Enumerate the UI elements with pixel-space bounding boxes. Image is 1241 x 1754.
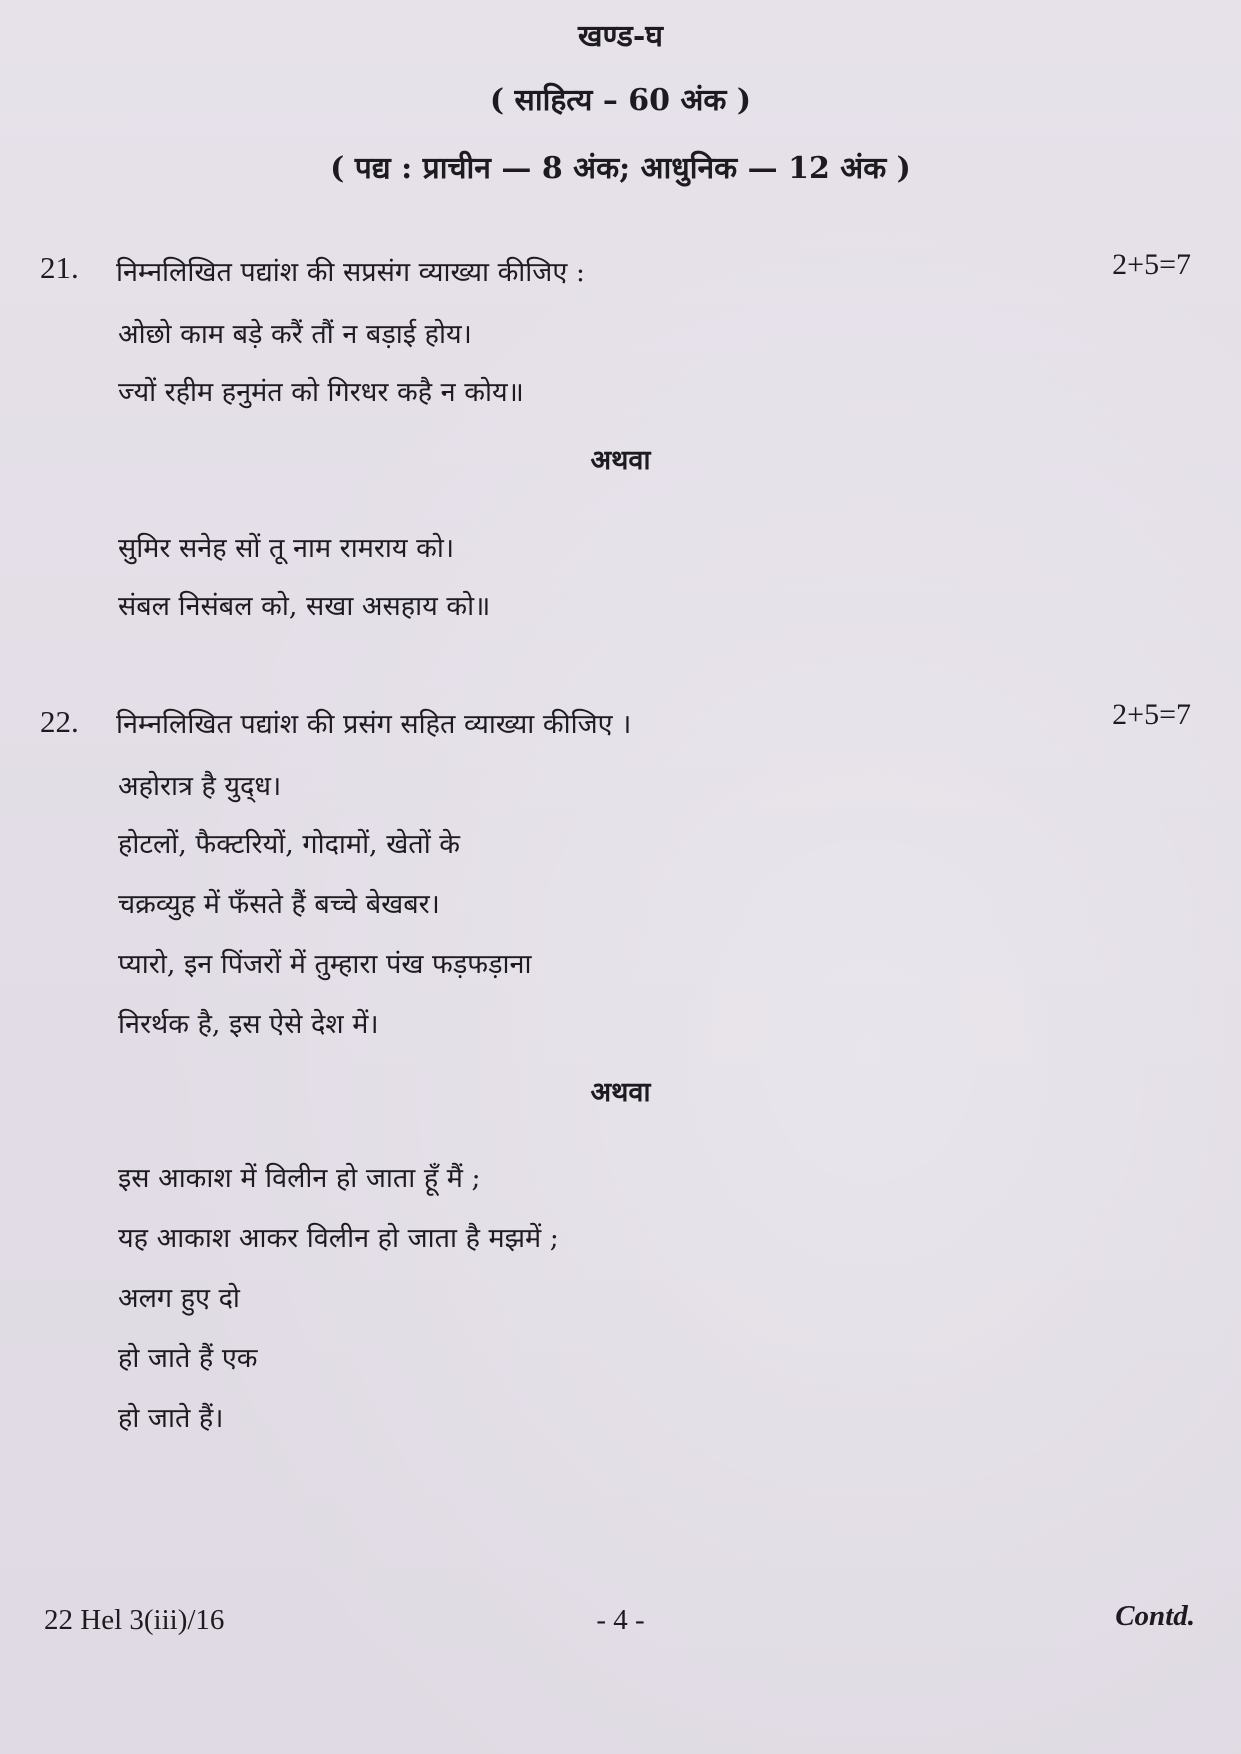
question-marks: 2+5=7: [1112, 248, 1191, 281]
paper-code: 22 Hel 3(iii)/16: [44, 1604, 225, 1636]
verse-line: अलग हुए दो: [118, 1283, 240, 1314]
verse-line: प्यारो, इन पिंजरों में तुम्हारा पंख फड़फड़ाना: [118, 949, 532, 980]
verse-line: हो जाते हैं एक: [118, 1343, 258, 1374]
verse-line: निरर्थक है, इस ऐसे देश में।: [118, 1009, 379, 1040]
question-number: 22.: [40, 704, 79, 739]
verse-line: चक्रव्युह में फँसते हैं बच्चे बेखबर।: [118, 889, 440, 920]
or-label: अथवा: [590, 1077, 651, 1108]
section-breakdown: ( पद्य : प्राचीन — 8 अंक; आधुनिक — 12 अंक ): [330, 151, 911, 186]
verse-line: यह आकाश आकर विलीन हो जाता है मझमें ;: [118, 1223, 559, 1254]
verse-line: ज्यों रहीम हनुमंत को गिरधर कहै न कोय॥: [118, 377, 524, 408]
verse-line: सुमिर सनेह सों तू नाम रामराय को।: [118, 533, 455, 564]
continued-label: Contd.: [1115, 1600, 1195, 1632]
verse-line: अहोरात्र है युद्‍ध।: [118, 771, 282, 802]
verse-line: संबल निसंबल को, सखा असहाय को॥: [118, 591, 491, 622]
question-instruction: निम्नलिखित पद्यांश की प्रसंग सहित व्याख्या कीजिए ।: [116, 709, 632, 740]
section-subheading: ( साहित्य – 60 अंक ): [489, 83, 752, 118]
question-number: 21.: [40, 250, 79, 285]
page-number: - 4 -: [596, 1604, 645, 1636]
question-marks: 2+5=7: [1112, 698, 1191, 731]
verse-line: होटलों, फैक्टरियों, गोदामों, खेतों के: [118, 829, 461, 860]
verse-line: हो जाते हैं।: [118, 1403, 224, 1434]
section-heading: खण्ड-घ: [577, 19, 664, 54]
question-instruction: निम्नलिखित पद्यांश की सप्रसंग व्याख्या कीजिए :: [116, 257, 585, 288]
verse-line: इस आकाश में विलीन हो जाता हूँ मैं ;: [118, 1163, 481, 1194]
or-label: अथवा: [590, 445, 651, 476]
verse-line: ओछो काम बड़े करैं तौं न बड़ाई होय।: [118, 319, 472, 350]
